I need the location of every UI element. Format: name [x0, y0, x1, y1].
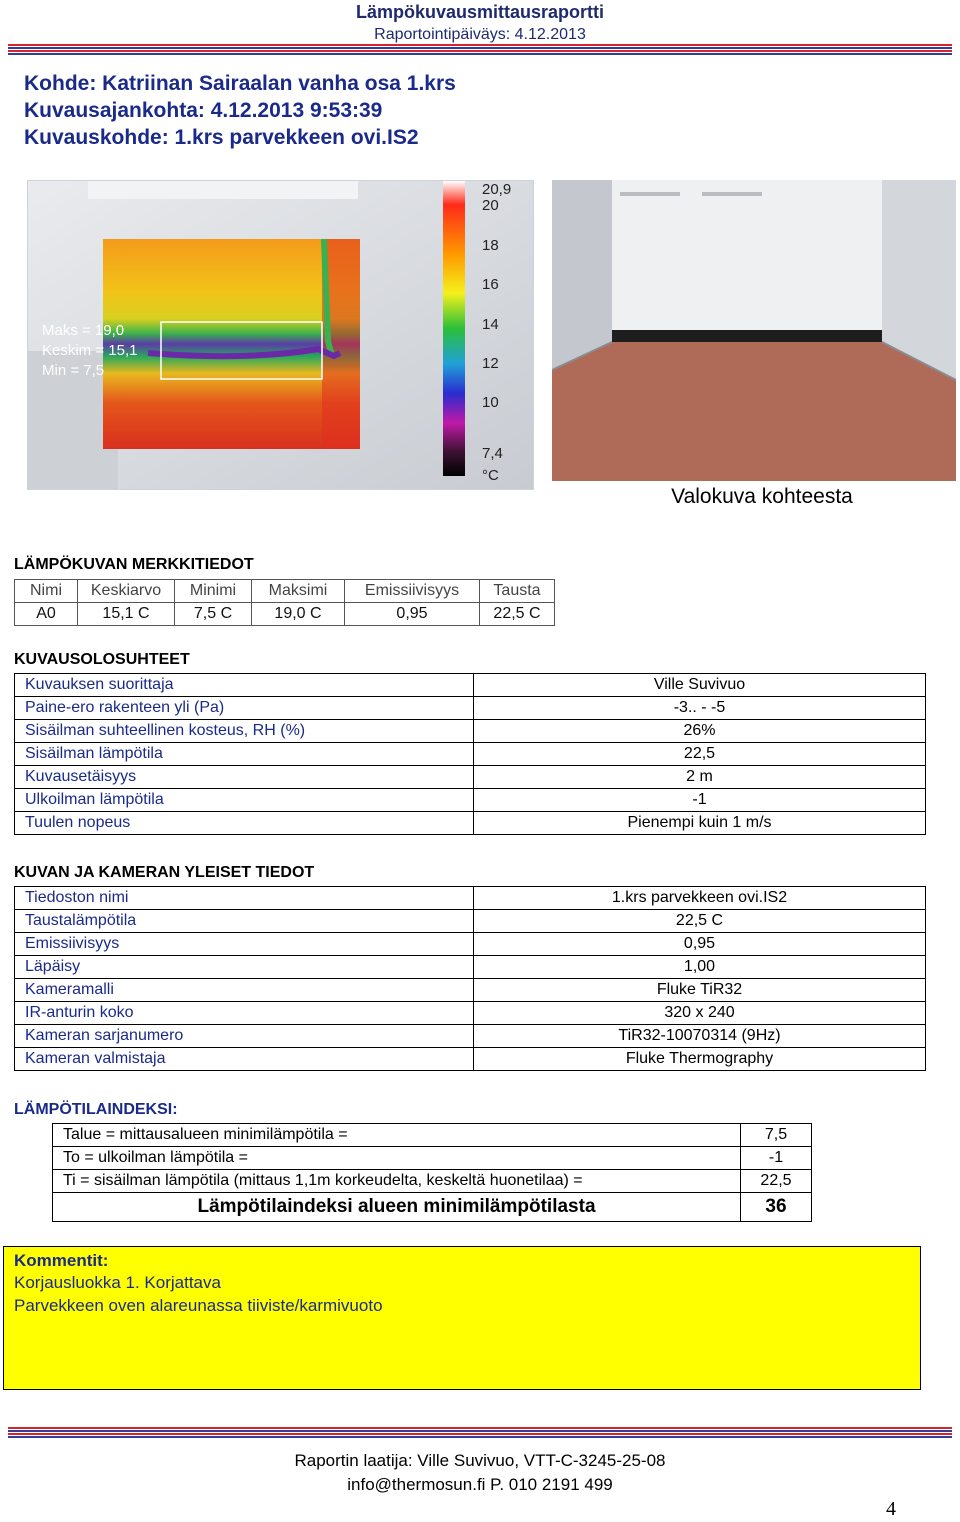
table-row	[53, 1170, 812, 1193]
row-value: -3.. - -5	[474, 697, 926, 720]
scale-tick: 18	[482, 237, 499, 254]
row-value: 1.krs parvekkeen ovi.IS2	[474, 887, 926, 910]
row-value: Fluke TiR32	[474, 979, 926, 1002]
row-key: Paine-ero rakenteen yli (Pa)	[15, 697, 474, 720]
row-value: 0,95	[474, 933, 926, 956]
site-line: Kohde: Katriinan Sairaalan vanha osa 1.krs	[24, 72, 456, 95]
time-line: Kuvausajankohta: 4.12.2013 9:53:39	[24, 99, 383, 122]
row-key: Kuvausetäisyys	[15, 766, 474, 789]
row-value: 320 x 240	[474, 1002, 926, 1025]
row-value: 22,5	[474, 743, 926, 766]
row-value: Fluke Thermography	[474, 1048, 926, 1071]
scale-tick: 20	[482, 197, 499, 214]
row-key: Kameran sarjanumero	[15, 1025, 474, 1048]
row-value: 7,5	[741, 1124, 812, 1147]
min-label: Min = 7,5	[42, 362, 105, 379]
row-key: To = ulkoilman lämpötila =	[53, 1147, 741, 1170]
avg-label: Keskim = 15,1	[42, 342, 138, 359]
scale-tick: 10	[482, 394, 499, 411]
table-row	[15, 766, 926, 789]
table-cell: 19,0 C	[252, 603, 345, 626]
conditions-table	[14, 673, 926, 835]
table-row	[53, 1124, 812, 1147]
table-cell: 7,5 C	[175, 603, 252, 626]
row-value: -1	[741, 1147, 812, 1170]
footer-contact: info@thermosun.fi P. 010 2191 499	[347, 1475, 613, 1494]
row-key: Kameramalli	[15, 979, 474, 1002]
markers-table	[14, 579, 555, 626]
table-row	[15, 812, 926, 835]
table-row	[15, 720, 926, 743]
scale-unit: °C	[482, 467, 499, 484]
header-divider	[8, 44, 952, 57]
camera-table	[14, 886, 926, 1071]
row-value: 22,5 C	[474, 910, 926, 933]
index-result-value: 36	[741, 1193, 812, 1222]
report-title: Lämpökuvausmittausraportti	[355, 2, 605, 22]
table-row	[15, 933, 926, 956]
index-heading: LÄMPÖTILAINDEKSI:	[14, 1101, 178, 1118]
row-key: Sisäilman suhteellinen kosteus, RH (%)	[15, 720, 474, 743]
col-header: Emissiivisyys	[345, 580, 480, 603]
row-value: 2 m	[474, 766, 926, 789]
table-row	[15, 910, 926, 933]
col-header: Tausta	[480, 580, 555, 603]
row-key: Kuvauksen suorittaja	[15, 674, 474, 697]
table-cell: 15,1 C	[78, 603, 175, 626]
col-header: Nimi	[15, 580, 78, 603]
table-row	[15, 603, 555, 626]
row-value: -1	[474, 789, 926, 812]
scale-tick: 14	[482, 316, 499, 333]
target-line: Kuvauskohde: 1.krs parvekkeen ovi.IS2	[24, 126, 419, 149]
row-value: TiR32-10070314 (9Hz)	[474, 1025, 926, 1048]
row-key: Tiedoston nimi	[15, 887, 474, 910]
footer-author: Raportin laatija: Ville Suvivuo, VTT-C-3245-25-08	[294, 1451, 666, 1470]
row-value: Ville Suvivuo	[474, 674, 926, 697]
row-key: Ti = sisäilman lämpötila (mittaus 1,1m korkeudelta, keskeltä huonetilaa) =	[53, 1170, 741, 1193]
row-key: Emissiivisyys	[15, 933, 474, 956]
index-result-label: Lämpötilaindeksi alueen minimilämpötilasta	[53, 1193, 741, 1222]
comments-box	[3, 1246, 921, 1390]
scale-tick: 7,4	[482, 445, 503, 462]
row-key: Talue = mittausalueen minimilämpötila =	[53, 1124, 741, 1147]
table-header-row	[15, 580, 555, 603]
visual-photo	[552, 180, 956, 481]
row-key: Ulkoilman lämpötila	[15, 789, 474, 812]
photo-caption: Valokuva kohteesta	[671, 485, 853, 508]
col-header: Keskiarvo	[78, 580, 175, 603]
table-row	[15, 743, 926, 766]
camera-heading: KUVAN JA KAMERAN YLEISET TIEDOT	[14, 864, 315, 881]
table-cell: 22,5 C	[480, 603, 555, 626]
max-label: Maks = 19,0	[42, 322, 125, 339]
report-date: Raportointipäiväys: 4.12.2013	[374, 26, 586, 43]
index-result-row	[53, 1193, 812, 1222]
table-cell: 0,95	[345, 603, 480, 626]
footer-divider	[8, 1427, 952, 1440]
scale-tick: 16	[482, 276, 499, 293]
table-row	[15, 674, 926, 697]
page-number: 4	[886, 1498, 896, 1520]
table-row	[15, 979, 926, 1002]
table-row	[15, 1002, 926, 1025]
row-key: Tuulen nopeus	[15, 812, 474, 835]
table-row	[15, 1025, 926, 1048]
col-header: Minimi	[175, 580, 252, 603]
scale-tick: 20,9	[482, 181, 512, 198]
table-row	[15, 887, 926, 910]
row-key: IR-anturin koko	[15, 1002, 474, 1025]
row-value: 1,00	[474, 956, 926, 979]
row-key: Sisäilman lämpötila	[15, 743, 474, 766]
table-row	[15, 956, 926, 979]
comment-line: Korjausluokka 1. Korjattava	[14, 1273, 221, 1292]
table-row	[15, 789, 926, 812]
thermal-image	[27, 180, 534, 490]
table-row	[15, 1048, 926, 1071]
row-key: Läpäisy	[15, 956, 474, 979]
conditions-heading: KUVAUSOLOSUHTEET	[14, 651, 190, 668]
comment-line: Parvekkeen oven alareunassa tiiviste/karmivuoto	[14, 1296, 383, 1315]
table-cell: A0	[15, 603, 78, 626]
col-header: Maksimi	[252, 580, 345, 603]
table-row	[15, 697, 926, 720]
row-key: Kameran valmistaja	[15, 1048, 474, 1071]
row-key: Taustalämpötila	[15, 910, 474, 933]
markers-heading: LÄMPÖKUVAN MERKKITIEDOT	[14, 556, 254, 573]
table-row	[53, 1147, 812, 1170]
comments-title: Kommentit:	[14, 1251, 109, 1270]
index-table	[52, 1123, 812, 1222]
row-value: 26%	[474, 720, 926, 743]
scale-tick: 12	[482, 355, 499, 372]
row-value: 22,5	[741, 1170, 812, 1193]
row-value: Pienempi kuin 1 m/s	[474, 812, 926, 835]
